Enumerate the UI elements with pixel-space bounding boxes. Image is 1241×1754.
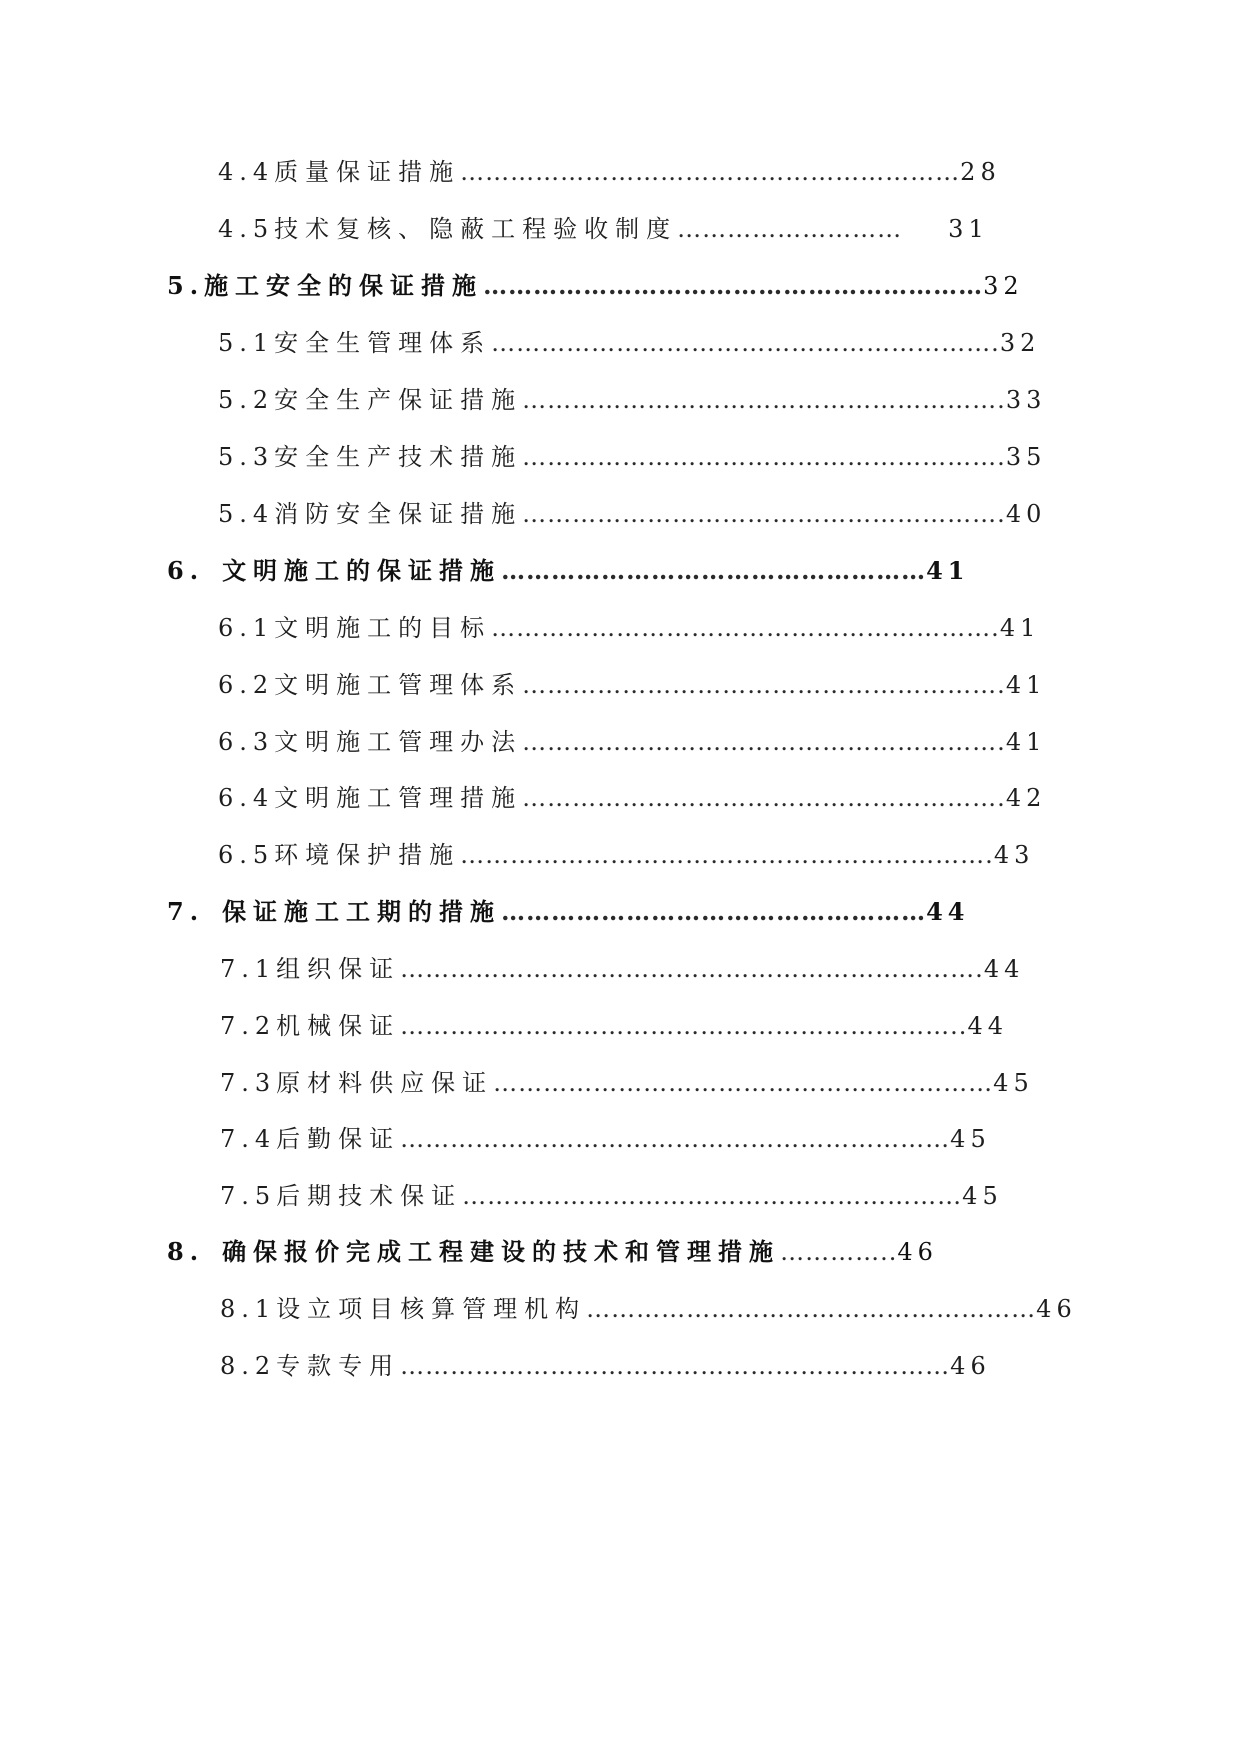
toc-dot-leader: …………………………………………………… (483, 271, 984, 300)
toc-dot-leader: …………………………………………………. (522, 784, 1006, 812)
toc-entry-title: 设立项目核算管理机构 (276, 1295, 587, 1323)
toc-chapter-number: 8. (167, 1237, 205, 1266)
toc-dot-leader: ……………………………………………………. (491, 614, 1000, 642)
toc-entry-number: 8.2 (220, 1352, 277, 1380)
toc-dot-leader: …………………………………………………… (493, 1069, 994, 1097)
toc-entry-number: 6.4 (218, 784, 275, 812)
toc-entry[interactable] (220, 1181, 1003, 1211)
toc-entry-title: 组织保证 (276, 955, 401, 983)
toc-page-number: 41 (1005, 728, 1047, 756)
toc-entry-number: 6.5 (218, 841, 275, 869)
toc-chapter-title: 施工安全的保证措施 (204, 271, 484, 300)
toc-chapter-title: 保证施工工期的措施 (222, 897, 502, 926)
toc-entry-title: 安全生管理体系 (274, 329, 492, 357)
toc-page-number: 45 (950, 1125, 991, 1153)
toc-entry-title: 文明施工管理措施 (274, 784, 523, 812)
toc-chapter[interactable] (167, 556, 969, 586)
toc-entry-title: 原材料供应保证 (276, 1069, 494, 1097)
toc-entry[interactable] (218, 499, 1046, 529)
toc-entry[interactable] (218, 783, 1046, 813)
toc-entry-title: 文明施工管理办法 (274, 728, 523, 756)
toc-page-number: 35 (1005, 443, 1047, 471)
toc-page-number: 43 (993, 841, 1035, 869)
toc-entry[interactable] (218, 613, 1040, 643)
toc-page-number: 40 (1005, 500, 1047, 528)
toc-chapter[interactable] (167, 897, 969, 927)
toc-dot-leader: …………………………………………… (501, 897, 927, 926)
toc-page-number: 41 (1005, 671, 1047, 699)
toc-page-number: 41 (999, 614, 1041, 642)
toc-dot-leader: ………………………………………………………… (400, 1125, 951, 1153)
toc-entry[interactable] (218, 727, 1046, 757)
toc-entry[interactable] (218, 385, 1046, 415)
toc-chapter-number: 6. (167, 556, 205, 585)
toc-page-number: 44 (983, 955, 1025, 983)
toc-dot-leader: …………………………………………………. (522, 500, 1006, 528)
toc-entry-number: 7.2 (220, 1012, 277, 1040)
toc-page-number: 32 (999, 329, 1041, 357)
toc-entry[interactable] (218, 840, 1034, 870)
toc-chapter-number: 5. (167, 271, 205, 300)
toc-dot-leader: ………………………………………………………. (460, 841, 994, 869)
toc-entry[interactable] (218, 670, 1046, 700)
toc-dot-leader: …………………………………………………… (460, 158, 961, 186)
toc-page-number: 31 (948, 215, 989, 243)
toc-entry[interactable] (220, 1011, 1008, 1041)
toc-entry-number: 8.1 (220, 1295, 277, 1323)
toc-entry-number: 6.3 (218, 728, 275, 756)
toc-page-number: 28 (960, 158, 1001, 186)
toc-dot-leader: ……………………… (677, 215, 903, 243)
toc-entry-number: 5.2 (218, 386, 275, 414)
toc-entry-number: 7.3 (220, 1069, 277, 1097)
toc-entry[interactable] (220, 1294, 1077, 1324)
toc-entry[interactable] (218, 328, 1040, 358)
toc-entry-number: 7.4 (220, 1125, 277, 1153)
toc-entry-title: 后勤保证 (276, 1125, 401, 1153)
toc-entry-title: 文明施工管理体系 (274, 671, 523, 699)
toc-entry-title: 专款专用 (276, 1352, 401, 1380)
toc-dot-leader: …………………………………………………. (522, 443, 1006, 471)
toc-entry[interactable] (220, 1068, 1034, 1098)
toc-entry-number: 7.1 (220, 955, 277, 983)
toc-entry-number: 7.5 (220, 1182, 277, 1210)
toc-entry-title: 后期技术保证 (276, 1182, 463, 1210)
toc-page-number: 46 (897, 1238, 938, 1266)
toc-dot-leader: …………………………………………………. (522, 671, 1006, 699)
toc-entry-title: 质量保证措施 (274, 158, 461, 186)
toc-page-number: 33 (1005, 386, 1047, 414)
toc-entry[interactable] (218, 157, 1001, 187)
toc-entry-number: 5.1 (218, 329, 275, 357)
toc-page-number: 44 (967, 1012, 1008, 1040)
toc-dot-leader: …………………………………………………… (462, 1182, 963, 1210)
toc-page-number: 41 (926, 556, 970, 585)
toc-dot-leader: ……………………………………………… (586, 1295, 1037, 1323)
toc-page-number: 46 (950, 1352, 991, 1380)
toc-entry-number: 5.4 (218, 500, 275, 528)
toc-entry-title: 安全生产保证措施 (274, 386, 523, 414)
toc-dot-leader: ………………………………………………………… (400, 1352, 951, 1380)
toc-page-number: 32 (983, 272, 1024, 300)
toc-entry[interactable] (218, 214, 989, 244)
toc-entry-title: 技术复核、隐蔽工程验收制度 (274, 215, 678, 243)
toc-entry-title: 安全生产技术措施 (274, 443, 523, 471)
toc-chapter-number: 7. (167, 897, 205, 926)
toc-chapter[interactable] (167, 1237, 938, 1267)
toc-entry-title: 环境保护措施 (274, 841, 461, 869)
toc-entry-number: 6.2 (218, 671, 275, 699)
toc-entry-title: 机械保证 (276, 1012, 401, 1040)
toc-dot-leader: ………….. (780, 1238, 898, 1266)
toc-entry-number: 4.5 (218, 215, 275, 243)
toc-entry-number: 6.1 (218, 614, 275, 642)
toc-dot-leader: …………………………………………………. (522, 728, 1006, 756)
toc-entry[interactable] (220, 954, 1024, 984)
toc-entry-title: 文明施工的目标 (274, 614, 492, 642)
toc-dot-leader: …………………………………………… (501, 556, 927, 585)
toc-dot-leader: ……………………………………………………………. (400, 955, 984, 983)
toc-entry[interactable] (220, 1124, 991, 1154)
toc-entry[interactable] (220, 1351, 991, 1381)
toc-chapter-title: 文明施工的保证措施 (222, 556, 502, 585)
toc-dot-leader: ………………………………………………………….. (400, 1012, 968, 1040)
toc-page-number: 44 (926, 897, 970, 926)
toc-chapter-title: 确保报价完成工程建设的技术和管理措施 (222, 1237, 781, 1266)
toc-page-number: 42 (1005, 784, 1047, 812)
toc-chapter[interactable] (167, 271, 1024, 301)
toc-dot-leader: …………………………………………………. (522, 386, 1006, 414)
toc-dot-leader: ……………………………………………………. (491, 329, 1000, 357)
toc-page-number: 45 (962, 1182, 1003, 1210)
toc-entry[interactable] (218, 442, 1046, 472)
toc-page-number: 46 (1036, 1295, 1077, 1323)
toc-entry-title: 消防安全保证措施 (274, 500, 523, 528)
toc-page-number: 45 (993, 1069, 1034, 1097)
toc-entry-number: 5.3 (218, 443, 275, 471)
toc-entry-number: 4.4 (218, 158, 275, 186)
